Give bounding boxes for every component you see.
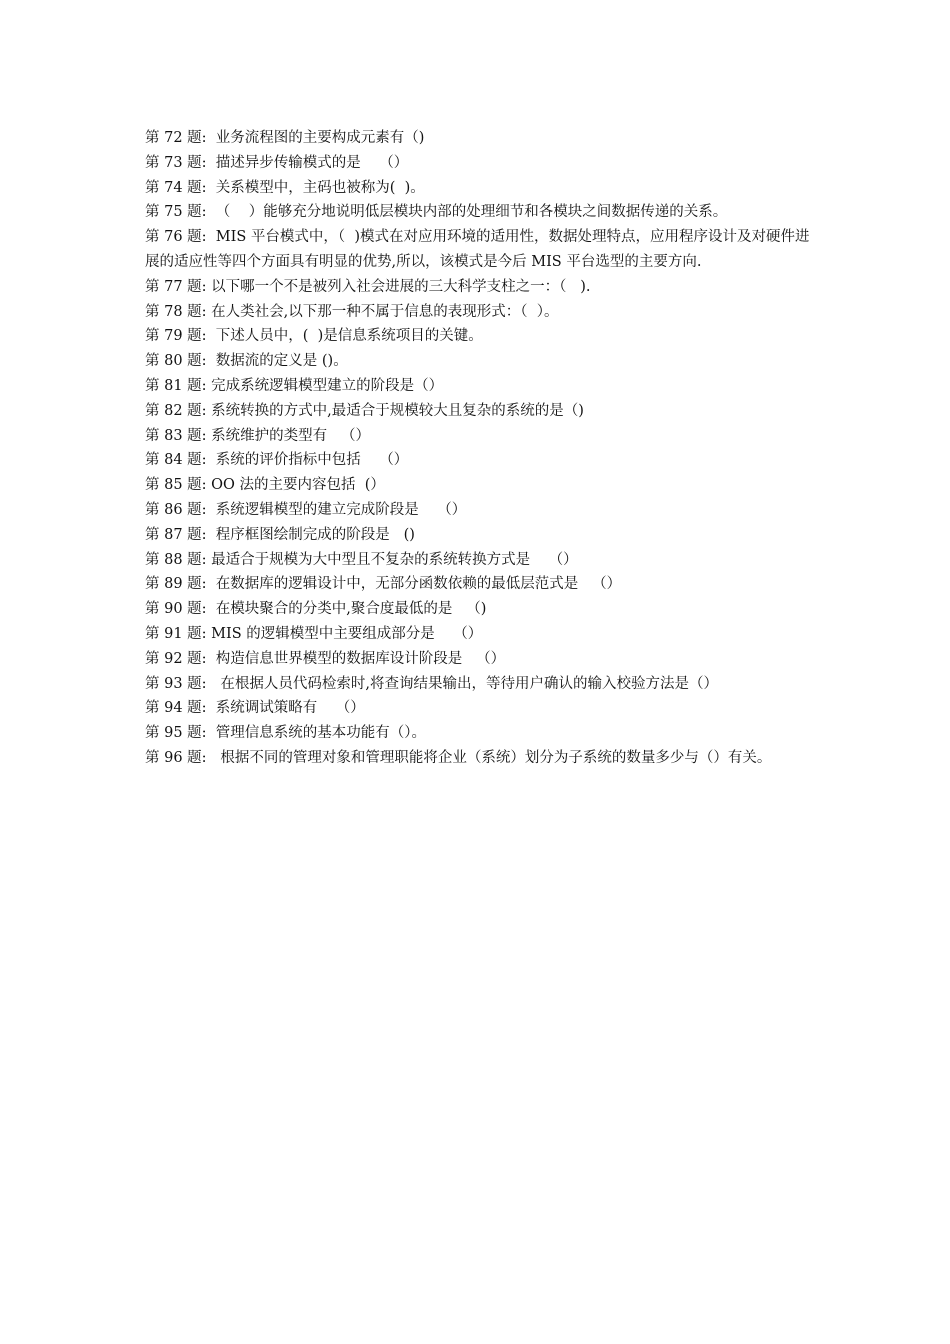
question-number: 第 75 题: <box>145 204 207 221</box>
question-text: 描述异步传输模式的是 （） <box>206 154 409 171</box>
question-item <box>145 200 813 225</box>
question-item <box>145 324 813 349</box>
question-number: 第 77 题: <box>145 278 207 295</box>
question-number: 第 90 题: <box>145 601 207 618</box>
question-number: 第 94 题: <box>145 700 207 717</box>
question-text: 管理信息系统的基本功能有（）。 <box>206 725 427 742</box>
question-number: 第 76 题: <box>145 229 207 246</box>
question-item <box>145 746 813 771</box>
question-list <box>145 126 813 771</box>
question-item <box>145 424 813 449</box>
question-text: 系统调试策略有 （） <box>206 700 365 717</box>
question-item <box>145 498 813 523</box>
question-number: 第 91 题: <box>145 625 207 642</box>
question-number: 第 85 题: <box>145 477 207 494</box>
question-item <box>145 448 813 473</box>
question-text: 在模块聚合的分类中,聚合度最低的是 （) <box>206 601 487 618</box>
question-item <box>145 300 813 325</box>
question-item <box>145 647 813 672</box>
question-number: 第 74 题: <box>145 179 207 196</box>
question-number: 第 78 题: <box>145 303 207 320</box>
question-number: 第 87 题: <box>145 526 207 543</box>
question-text: 数据流的定义是 ()。 <box>206 353 348 370</box>
question-item <box>145 349 813 374</box>
question-item <box>145 176 813 201</box>
question-item <box>145 672 813 697</box>
question-item <box>145 225 813 275</box>
question-item <box>145 126 813 151</box>
question-number: 第 96 题: <box>145 749 207 766</box>
question-text: 以下哪一个不是被列入社会进展的三大科学支柱之一：（ ). <box>206 278 591 295</box>
question-text: 在数据库的逻辑设计中，无部分函数依赖的最低层范式是 （） <box>206 576 622 593</box>
question-item <box>145 622 813 647</box>
question-number: 第 80 题: <box>145 353 207 370</box>
question-item <box>145 473 813 498</box>
question-text: 系统的评价指标中包括 （） <box>206 452 409 469</box>
question-text: 关系模型中，主码也被称为( )。 <box>206 179 425 196</box>
question-text: MIS 平台模式中，（ )模式在对应用环境的适用性，数据处理特点，应用程序设计及对硬件进展的适应性等四个方面具有明显的优势,所以，该模式是今后 MIS 平台选型的主要方向. <box>145 229 810 270</box>
question-number: 第 79 题: <box>145 328 207 345</box>
question-text: 系统转换的方式中,最适合于规模较大且复杂的系统的是（) <box>206 402 584 419</box>
question-item <box>145 374 813 399</box>
question-text: 构造信息世界模型的数据库设计阶段是 （） <box>206 650 506 667</box>
question-item <box>145 523 813 548</box>
question-number: 第 95 题: <box>145 725 207 742</box>
question-number: 第 88 题: <box>145 551 207 568</box>
question-number: 第 81 题: <box>145 377 207 394</box>
question-text: 根据不同的管理对象和管理职能将企业（系统）划分为子系统的数量多少与（）有关。 <box>206 749 772 766</box>
question-number: 第 92 题: <box>145 650 207 667</box>
question-item <box>145 721 813 746</box>
question-text: 程序框图绘制完成的阶段是 () <box>206 526 415 543</box>
question-text: 在人类社会,以下那一种不属于信息的表现形式：（ ）。 <box>206 303 559 320</box>
question-text: 在根据人员代码检索时,将查询结果输出，等待用户确认的输入校验方法是（） <box>206 675 718 692</box>
question-number: 第 93 题: <box>145 675 207 692</box>
question-number: 第 83 题: <box>145 427 207 444</box>
question-text: 完成系统逻辑模型建立的阶段是（） <box>206 377 444 394</box>
question-number: 第 86 题: <box>145 501 207 518</box>
question-number: 第 84 题: <box>145 452 207 469</box>
question-text: OO 法的主要内容包括 (） <box>206 477 385 494</box>
question-item <box>145 696 813 721</box>
question-number: 第 89 题: <box>145 576 207 593</box>
question-text: 业务流程图的主要构成元素有（) <box>206 130 425 146</box>
question-item <box>145 151 813 176</box>
question-text: 最适合于规模为大中型且不复杂的系统转换方式是 （） <box>206 551 578 568</box>
question-item <box>145 399 813 424</box>
question-number: 第 82 题: <box>145 402 207 419</box>
question-text: 系统维护的类型有 （） <box>206 427 370 444</box>
question-item <box>145 275 813 300</box>
question-item <box>145 548 813 573</box>
question-number: 第 73 题: <box>145 154 207 171</box>
question-text: 下述人员中，( )是信息系统项目的关键。 <box>206 328 483 345</box>
question-item <box>145 597 813 622</box>
question-text: 系统逻辑模型的建立完成阶段是 （） <box>206 501 467 518</box>
question-text: （ ）能够充分地说明低层模块内部的处理细节和各模块之间数据传递的关系。 <box>206 204 728 221</box>
question-text: MIS 的逻辑模型中主要组成部分是 （） <box>206 625 483 642</box>
question-item <box>145 572 813 597</box>
question-number: 第 72 题: <box>145 130 207 146</box>
